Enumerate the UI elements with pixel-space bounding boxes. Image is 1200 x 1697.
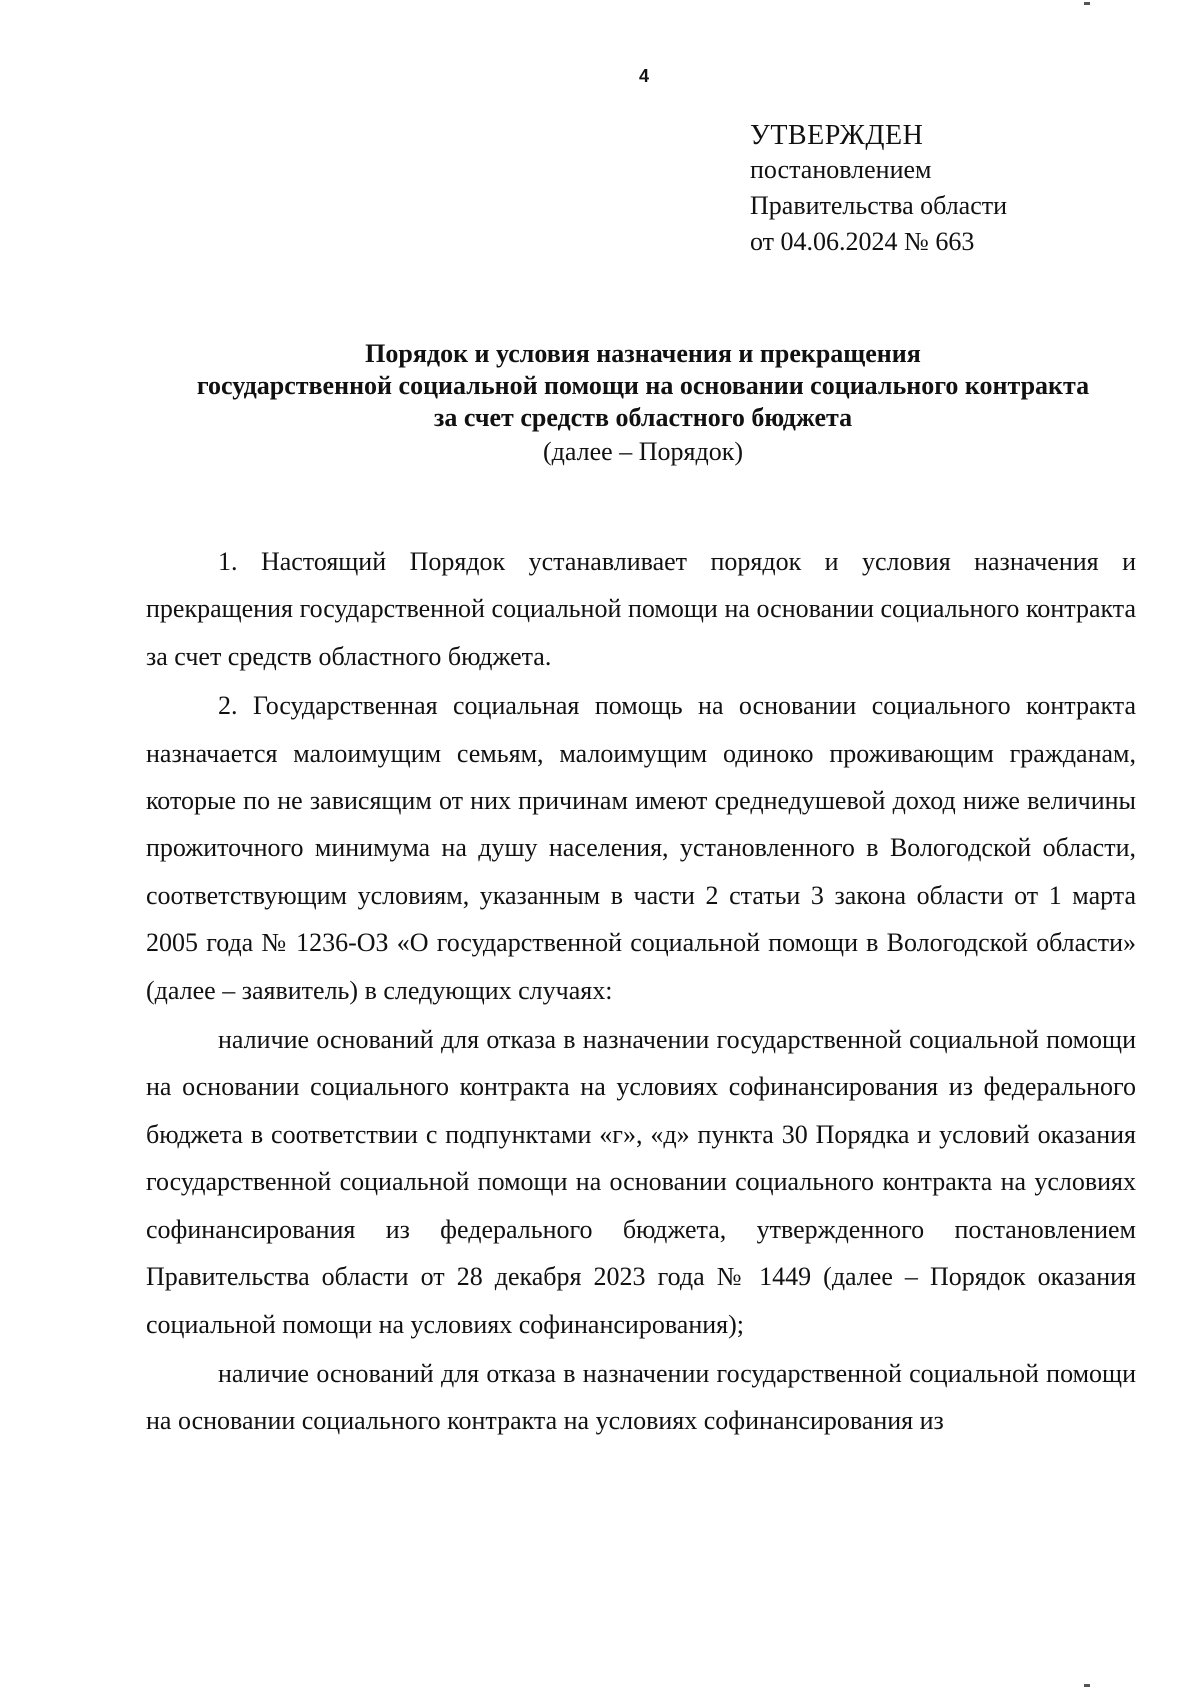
scan-mark <box>1084 2 1090 5</box>
document-title <box>148 338 1138 434</box>
paragraph-1: 1. Настоящий Порядок устанавливает порядок и условия назначения и прекращения государственной социальной помощи на основании социального контракта за счет средств областного бюджета. <box>146 547 1136 671</box>
approval-block <box>750 118 1180 260</box>
paragraph-2: 2. Государственная социальная помощь на основании социального контракта назначается малоимущим семьям, малоимущим одиноко проживающим гражданам, которые по не зависящим от них причинам имеют среднедушевой доход ниже величины прожиточного минимума на душу населения, установленного в Вологодской области, соответствующим условиям, указанным в части 2 статьи 3 закона области от 1 марта 2005 года № 1236-ОЗ «О государственной социальной помощи в Вологодской области» (далее – заявитель) в следующих случаях: <box>146 691 1136 1005</box>
document-body <box>146 538 1136 1447</box>
document-subtitle: (далее – Порядок) <box>543 437 743 466</box>
paragraph-4: наличие оснований для отказа в назначении государственной социальной помощи на основании социального контракта на условиях софинансирования из <box>146 1358 1136 1436</box>
page-number: 4 <box>638 66 649 86</box>
scan-mark <box>1084 1684 1090 1687</box>
approval-line: постановлением <box>750 155 932 184</box>
title-line: государственной социальной помощи на основании социального контракта <box>196 371 1090 400</box>
title-line: Порядок и условия назначения и прекращения <box>365 339 921 368</box>
title-line: за счет средств областного бюджета <box>433 403 853 432</box>
approval-stamp: УТВЕРЖДЕН <box>750 120 924 151</box>
paragraph-3: наличие оснований для отказа в назначении государственной социальной помощи на основании социального контракта на условиях софинансирования из федерального бюджета в соответствии с подпунктами «г», «д» пункта 30 Порядка и условий оказания государственной социальной помощи на основании социального контракта на условиях софинансирования из федерального бюджета, утвержденного постановлением Правительства области от 28 декабря 2023 года № 1449 (далее – Порядок оказания социальной помощи на условиях софинансирования); <box>146 1025 1136 1339</box>
approval-line: Правительства области <box>750 191 1008 220</box>
approval-date: от 04.06.2024 № 663 <box>750 227 975 256</box>
